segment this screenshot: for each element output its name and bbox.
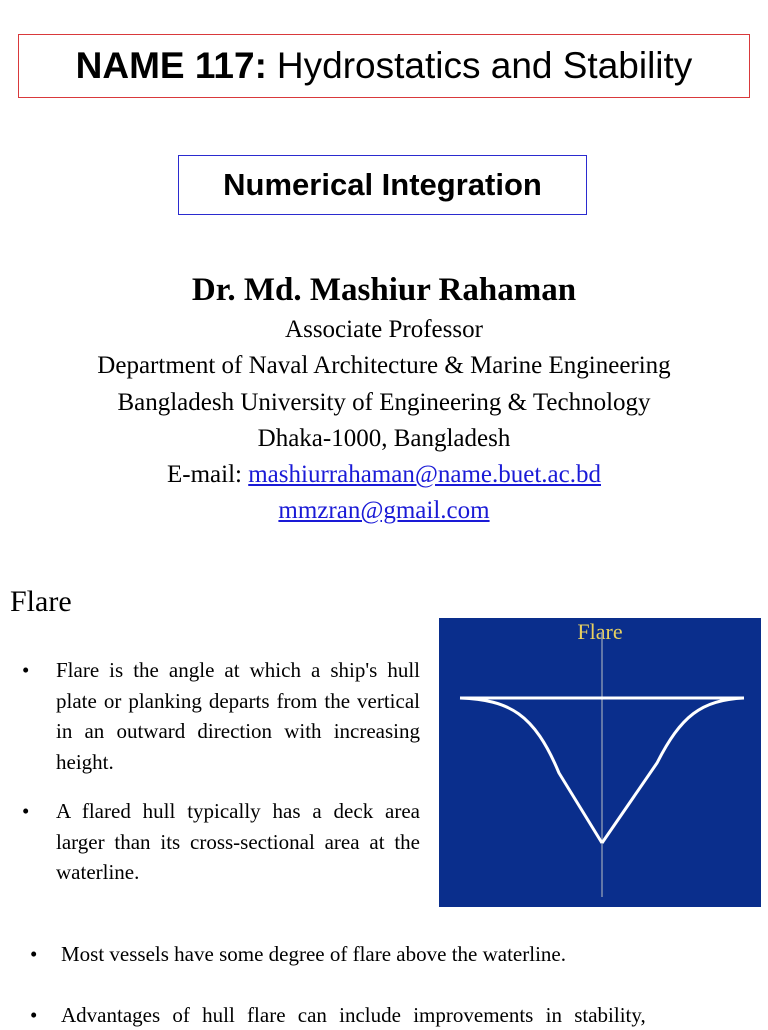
bullet-text: Most vessels have some degree of flare above the waterline.	[61, 942, 566, 966]
hull-port-side	[460, 698, 602, 843]
bullet-text: A flared hull typically has a deck area larger than its cross-sectional area at the waterline.	[56, 799, 420, 884]
author-name: Dr. Md. Mashiur Rahaman	[191, 272, 577, 308]
email-link-primary[interactable]: mashiurrahaman@name.buet.ac.bd	[248, 461, 601, 488]
bullet-text: Flare is the angle at which a ship's hull plate or planking departs from the vertical in an outward direction with increasing height.	[56, 658, 420, 774]
author-email-secondary-line	[0, 497, 768, 525]
lecture-topic: Numerical Integration	[178, 155, 587, 215]
email-label: E-mail:	[167, 461, 249, 488]
bullet-icon: •	[22, 658, 30, 682]
list-item	[30, 939, 750, 969]
figure-label: Flare	[577, 619, 623, 644]
list-item	[30, 1000, 750, 1030]
bullet-text: Advantages of hull flare can include improvements in stability,	[61, 1003, 646, 1027]
course-name: Hydrostatics and Stability	[276, 45, 693, 86]
bullet-icon: •	[30, 942, 38, 966]
email-link-secondary[interactable]: mmzran@gmail.com	[278, 497, 490, 524]
bullet-icon: •	[22, 799, 30, 823]
flare-diagram-svg	[439, 618, 761, 907]
flare-bullet-list	[22, 655, 420, 907]
hull-starboard-side	[602, 698, 744, 843]
course-code: NAME 117:	[75, 45, 267, 86]
author-university: Bangladesh University of Engineering & Technology	[117, 389, 651, 416]
flare-diagram	[439, 618, 761, 907]
author-email-line	[0, 461, 768, 489]
section-heading: Flare	[10, 585, 72, 618]
bullet-icon: •	[30, 1003, 38, 1027]
list-item	[22, 796, 420, 888]
slide-title	[18, 34, 750, 98]
author-position: Associate Professor	[285, 316, 483, 343]
list-item	[22, 655, 420, 777]
author-department: Department of Naval Architecture & Marine Engineering	[97, 352, 671, 379]
author-location: Dhaka-1000, Bangladesh	[257, 425, 511, 452]
